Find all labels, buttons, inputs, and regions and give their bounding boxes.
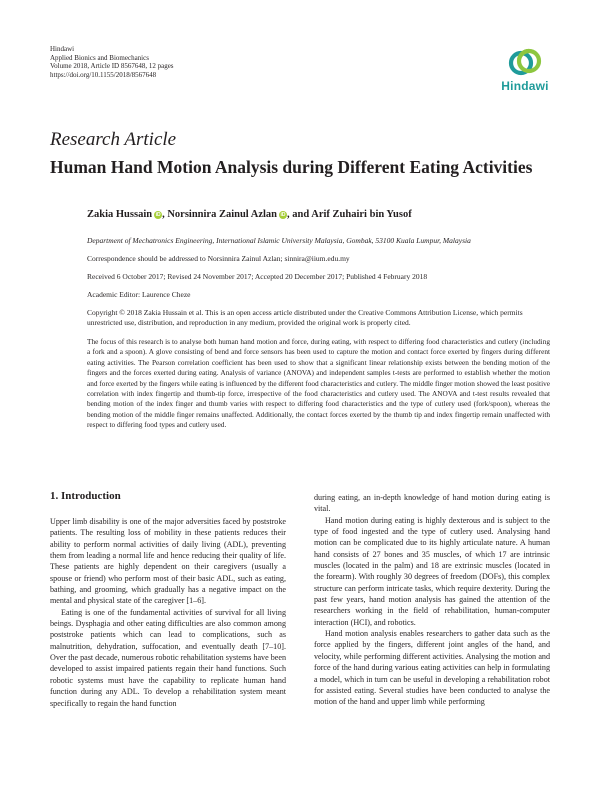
academic-editor: Academic Editor: Laurence Cheze <box>87 290 191 299</box>
logo-text: Hindawi <box>501 79 549 93</box>
correspondence: Correspondence should be addressed to Norsinnira Zainul Azlan; sinnira@iium.edu.my <box>87 254 350 263</box>
author-name[interactable]: Norsinnira Zainul Azlan <box>167 209 278 220</box>
author-list <box>87 209 412 220</box>
author-name[interactable]: Zakia Hussain <box>87 209 153 220</box>
body-paragraph: Hand motion during eating is highly dexterous and is subject to the type of food ingested and the type of cutlery used. Analysing hand motion can be complicated due to its highly articulate nature. A human hand consists of 27 bones and 35 muscles, of which 17 are intrinsic muscles (located in the palm) and 18 are extrinsic muscles (located in the forearm). With roughly 30 degrees of freedom (DOFs), this complex structure can perform intricate tasks, which require dexterity. During the past few years, hand motion analysis has gained the attention of the researchers working in the field of rehabilitation, human-computer interaction (HCI), and robotics. <box>314 515 550 627</box>
hindawi-logo-icon <box>508 46 542 78</box>
body-paragraph: during eating, an in-depth knowledge of hand motion during eating is vital. <box>314 493 550 514</box>
body-paragraph: Hand motion analysis enables researchers to gather data such as the force applied by the fingers, different joint angles of the hand, and velocity, while performing different activities. Analysing the motion and force of the hand during various eating activities can help in formulating a model, which in turn can be useful in developing a rehabilitation robot for assisted eating. Several studies have been conducted to analyse the motion of the hand and upper limb while performing <box>314 629 550 707</box>
article-type: Research Article <box>50 129 177 150</box>
journal-doi[interactable]: https://doi.org/10.1155/2018/8567648 <box>50 70 157 79</box>
author-separator: , and <box>287 209 312 220</box>
body-paragraph: Upper limb disability is one of the major adversities faced by poststroke patients. The resulting loss of mobility in these patients reduces their ability to perform normal activities of daily living (ADL), preventing them from leading a normal life and hence reducing their quality of life. These patients are highly dependent on their caregivers (usually a spouse or friend) who perform most of their basic ADL, such as eating, bathing, and grooming, which gradually has a negative impact on the mental and physical state of the caregiver [1–6]. <box>50 517 286 606</box>
article-title: Human Hand Motion Analysis during Different Eating Activities <box>50 157 533 177</box>
orcid-icon[interactable]: iD <box>280 212 286 218</box>
author-name[interactable]: Arif Zuhairi bin Yusof <box>311 209 412 220</box>
publisher-logo <box>499 46 551 92</box>
journal-meta <box>50 45 174 79</box>
orcid-icon[interactable]: iD <box>155 212 161 218</box>
publication-dates: Received 6 October 2017; Revised 24 November 2017; Accepted 20 December 2017; Published 4 February 2018 <box>87 272 428 281</box>
abstract: The focus of this research is to analyse both human hand motion and force, during eating, with respect to differing food characteristics and cutlery (including a fork and a spoon). A glove consisting of bend and force sensors has been used to capture the motion and contact force exerted by fingers during different eating activities. The Pearson correlation coefficient has been used to show that a significant linear relationship exists between the bending motion of the fingers and the forces exerted during eating. Analysis of variance (ANOVA) and independent samples t-tests are performed to establish whether the motion and force exerted by the fingers while eating is influenced by the different food characteristics and cutlery. The middle finger motion showed the least positive correlation with index fingertip and thumb-tip force, irrespective of the food characteristics and cutlery used. The ANOVA and t-test results revealed that bending motion of the index finger and thumb varies with respect to differing food characteristics and the type of cutlery used (fork/spoon), whereas the bending motion of the middle finger remains unaffected. Additionally, the contact forces exerted by the thumb tip and index fingertip remain unaffected with respect to differing food types and cutlery used. <box>87 337 550 430</box>
left-column <box>50 516 286 709</box>
copyright-notice: Copyright © 2018 Zakia Hussain et al. This is an open access article distributed under the Creative Commons Attribution License, which permits unrestricted use, distribution, and reproduction in any medium, provided the original work is properly cited. <box>87 308 523 327</box>
author-separator: , <box>162 209 168 220</box>
journal-volume: Volume 2018, Article ID 8567648, 12 pages <box>50 62 174 71</box>
right-column <box>314 492 550 708</box>
journal-publisher: Hindawi <box>50 45 75 53</box>
affiliation: Department of Mechatronics Engineering, International Islamic University Malaysia, Gombak, 53100 Kuala Lumpur, Malaysia <box>87 236 471 245</box>
body-paragraph: Eating is one of the fundamental activities of survival for all living beings. Dysphagia and other eating difficulties are also common among poststroke patients which can lead to complications, such as malnutrition, dehydration, suffocation, and eventually death [7–10]. Over the past decade, numerous robotic rehabilitation systems have been developed to assist impaired patients regain their hand functions. Such robotic systems must have the capability to replicate human hand function during any ADL. To develop a rehabilitation system meant specifically to regain the hand function <box>50 607 286 708</box>
section-heading: 1. Introduction <box>50 490 121 502</box>
journal-name: Applied Bionics and Biomechanics <box>50 53 149 62</box>
